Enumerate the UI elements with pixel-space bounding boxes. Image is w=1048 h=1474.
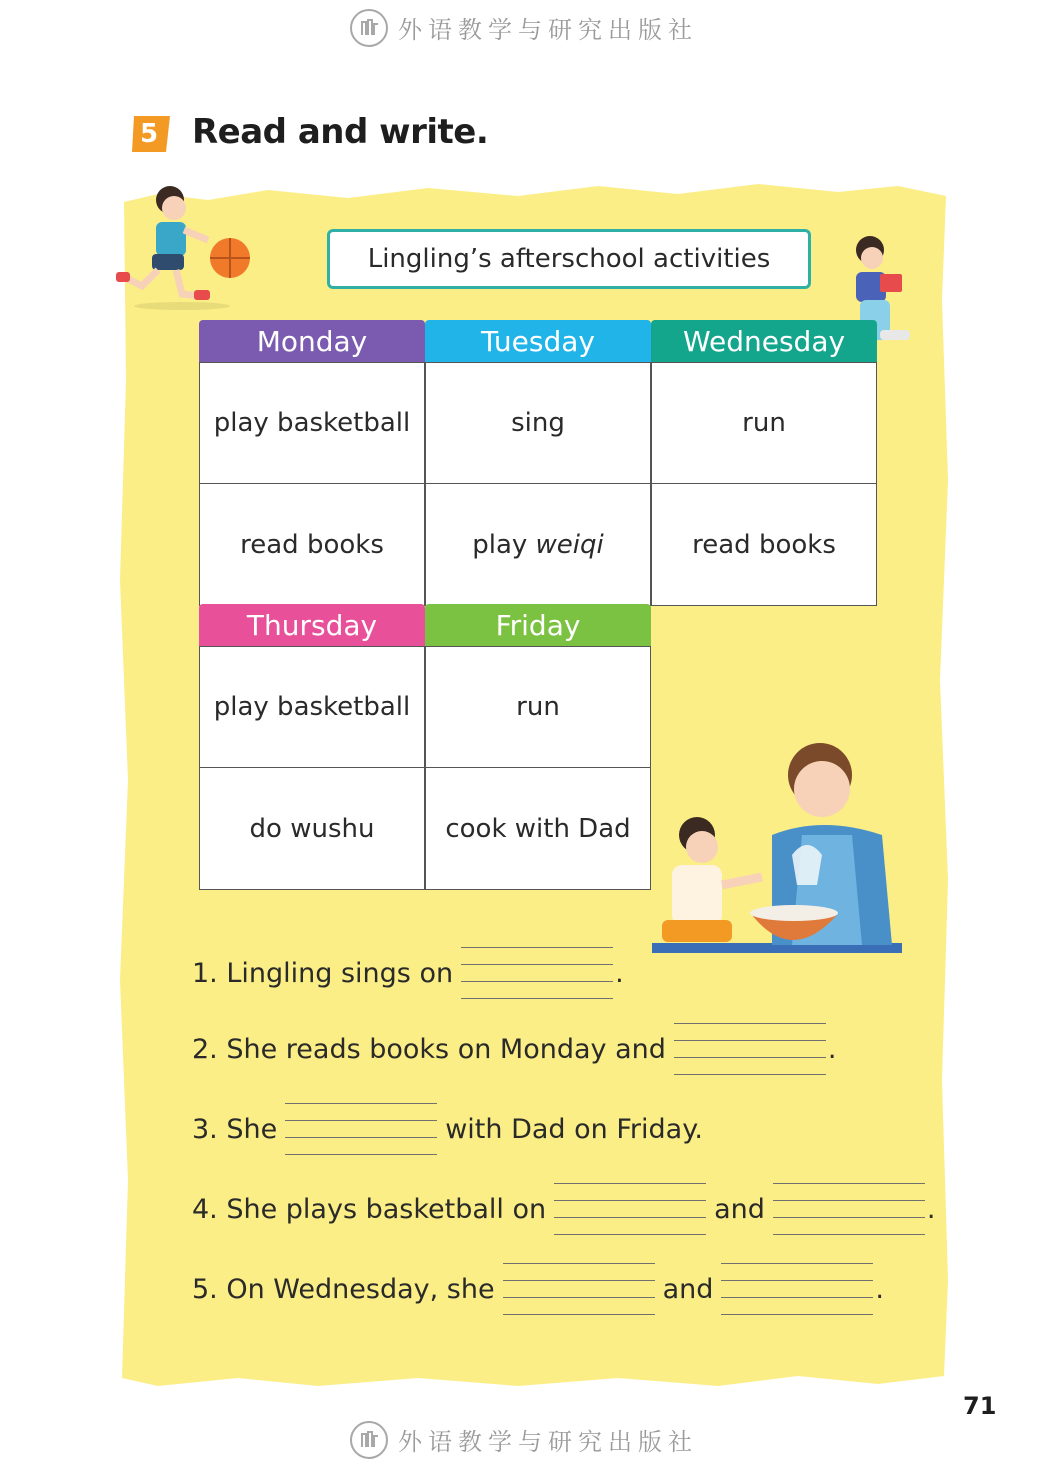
sentence-2: [192, 1021, 836, 1077]
page-number: 71: [963, 1392, 997, 1420]
sentence-3: [192, 1101, 703, 1157]
sentence-text: .: [875, 1273, 884, 1305]
girl-basketball-illustration: [112, 182, 258, 312]
day-header-friday: Friday: [425, 604, 651, 646]
answer-blank[interactable]: [674, 1021, 826, 1077]
sentence-text: 1. Lingling sings on: [192, 957, 454, 989]
sentence-text: and: [714, 1193, 765, 1225]
day-header-tuesday: Tuesday: [425, 320, 651, 362]
publisher-name: 外语教学与研究出版社: [398, 16, 698, 44]
activity-text: run: [742, 408, 786, 438]
publisher-name: 外语教学与研究出版社: [398, 1428, 698, 1456]
fltrp-logo-icon: [350, 1421, 388, 1459]
activity-cell: [199, 646, 425, 768]
activity-cell: [199, 768, 425, 890]
activity-cell: [199, 484, 425, 606]
exercise-number-badge: [130, 114, 172, 154]
sentence-text: .: [827, 1033, 837, 1065]
activity-cell: [425, 362, 651, 484]
answer-blank[interactable]: [285, 1101, 437, 1157]
activities-table-title: Lingling’s afterschool activities: [327, 229, 811, 289]
day-header-monday: Monday: [199, 320, 425, 362]
activity-cell: [425, 484, 651, 606]
sentence-text: .: [615, 957, 624, 989]
activity-text: read books: [692, 529, 836, 560]
activity-cell: [651, 362, 877, 484]
day-column-thursday: [199, 604, 425, 890]
day-header-thursday: Thursday: [199, 604, 425, 646]
publisher-watermark-bottom: [0, 1422, 1048, 1462]
exercise-number: 5: [139, 119, 159, 149]
sentence-1: [192, 945, 624, 1001]
sentence-text: and: [662, 1273, 714, 1305]
sentence-text: 4. She plays basketball on: [192, 1193, 547, 1225]
answer-blank[interactable]: [461, 945, 613, 1001]
day-column-tuesday: [425, 320, 651, 606]
day-column-friday: [425, 604, 651, 890]
answer-blank[interactable]: [554, 1181, 706, 1237]
exercise-title: Read and write.: [192, 112, 489, 152]
sentence-text: .: [926, 1193, 936, 1225]
day-header-wednesday: Wednesday: [651, 320, 877, 362]
answer-blank[interactable]: [721, 1261, 873, 1317]
answer-blank[interactable]: [773, 1181, 925, 1237]
activity-text: run: [516, 692, 560, 722]
activity-text-italic: weiqi: [535, 529, 604, 560]
activity-text: play basketball: [213, 408, 411, 438]
activity-cell: [199, 362, 425, 484]
activity-text: sing: [511, 408, 565, 438]
activity-text: do wushu: [249, 813, 375, 844]
sentence-text: 2. She reads books on Monday and: [192, 1033, 666, 1065]
fltrp-logo-icon: [350, 9, 388, 47]
sentence-text: 5. On Wednesday, she: [192, 1273, 495, 1305]
day-column-wednesday: [651, 320, 877, 606]
answer-blank[interactable]: [503, 1261, 655, 1317]
activity-text: cook with Dad: [445, 813, 631, 844]
sentence-text: 3. She: [192, 1113, 278, 1145]
day-column-monday: [199, 320, 425, 606]
activity-cell: [651, 484, 877, 606]
activity-cell: [425, 768, 651, 890]
sentence-5: [192, 1261, 884, 1317]
activity-text: play: [472, 529, 536, 560]
publisher-watermark-top: [0, 10, 1048, 50]
sentence-4: [192, 1181, 936, 1237]
sentence-text: with Dad on Friday.: [445, 1113, 703, 1145]
activity-cell: [425, 646, 651, 768]
activity-text: read books: [240, 529, 384, 560]
cooking-with-dad-illustration: [652, 735, 912, 960]
activity-text: play basketball: [213, 692, 411, 722]
